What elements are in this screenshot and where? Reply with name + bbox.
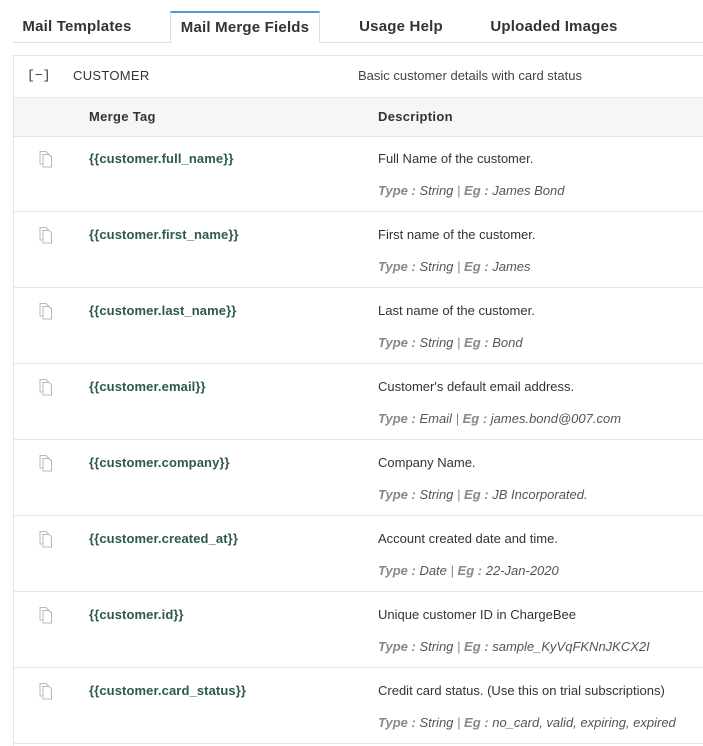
merge-tag[interactable]: {{customer.email}} (89, 379, 206, 394)
type-label: Type : (378, 335, 416, 350)
field-type-example (378, 639, 650, 654)
field-example: sample_KyVqFKNnJKCX2I (492, 639, 650, 654)
copy-icon[interactable] (35, 529, 55, 549)
tab-mail-merge-fields[interactable]: Mail Merge Fields (170, 11, 320, 43)
separator: | (457, 715, 461, 730)
table-row (14, 288, 703, 364)
field-example: no_card, valid, expiring, expired (492, 715, 676, 730)
collapse-toggle[interactable]: [−] (27, 68, 51, 83)
example-label: Eg : (464, 335, 489, 350)
copy-icon[interactable] (35, 681, 55, 701)
table-row (14, 440, 703, 516)
tab-mail-templates[interactable]: Mail Templates (22, 18, 132, 35)
example-label: Eg : (464, 487, 489, 502)
copy-icon[interactable] (35, 377, 55, 397)
field-description: Full Name of the customer. (378, 151, 534, 166)
type-label: Type : (378, 563, 416, 578)
field-example: Bond (492, 335, 523, 350)
tab-bar (0, 0, 703, 43)
merge-tag[interactable]: {{customer.company}} (89, 455, 230, 470)
table-row (14, 592, 703, 668)
example-label: Eg : (464, 639, 489, 654)
separator: | (457, 639, 461, 654)
field-description: Credit card status. (Use this on trial subscriptions) (378, 683, 665, 698)
field-type: String (419, 183, 454, 198)
separator: | (457, 183, 461, 198)
field-example: james.bond@007.com (490, 411, 622, 426)
field-example: James (492, 259, 531, 274)
type-label: Type : (378, 259, 416, 274)
merge-tag[interactable]: {{customer.full_name}} (89, 151, 234, 166)
field-description: Unique customer ID in ChargeBee (378, 607, 576, 622)
field-description: Company Name. (378, 455, 476, 470)
field-type: String (419, 335, 454, 350)
field-type-example (378, 487, 588, 502)
example-label: Eg : (464, 259, 489, 274)
customer-section-header (14, 56, 703, 97)
field-type: String (419, 259, 454, 274)
merge-tag[interactable]: {{customer.last_name}} (89, 303, 237, 318)
field-type: String (419, 715, 454, 730)
column-header-merge-tag: Merge Tag (89, 109, 156, 124)
copy-icon[interactable] (35, 149, 55, 169)
separator: | (450, 563, 454, 578)
merge-tag[interactable]: {{customer.id}} (89, 607, 184, 622)
field-example: JB Incorporated. (492, 487, 588, 502)
table-row (14, 364, 703, 440)
example-label: Eg : (464, 183, 489, 198)
field-type: Email (419, 411, 452, 426)
separator: | (455, 411, 459, 426)
table-row (14, 136, 703, 212)
section-title: CUSTOMER (73, 68, 150, 83)
tab-usage-help[interactable]: Usage Help (359, 18, 443, 35)
field-description: Customer's default email address. (378, 379, 575, 394)
type-label: Type : (378, 639, 416, 654)
merge-tag[interactable]: {{customer.card_status}} (89, 683, 247, 698)
table-header (14, 97, 703, 137)
type-label: Type : (378, 487, 416, 502)
separator: | (457, 259, 461, 274)
type-label: Type : (378, 183, 416, 198)
field-description: First name of the customer. (378, 227, 536, 242)
section-description: Basic customer details with card status (358, 68, 582, 83)
copy-icon[interactable] (35, 453, 55, 473)
merge-tag[interactable]: {{customer.first_name}} (89, 227, 239, 242)
field-example: 22-Jan-2020 (485, 563, 559, 578)
field-type-example (378, 335, 523, 350)
type-label: Type : (378, 715, 416, 730)
column-header-description: Description (378, 109, 453, 124)
field-type-example (378, 715, 676, 730)
type-label: Type : (378, 411, 416, 426)
copy-icon[interactable] (35, 301, 55, 321)
merge-tag[interactable]: {{customer.created_at}} (89, 531, 238, 546)
example-label: Eg : (457, 563, 483, 578)
field-type-example (378, 259, 531, 274)
field-type-example (378, 563, 559, 578)
tab-bar-underline (13, 42, 703, 43)
tab-uploaded-images[interactable]: Uploaded Images (490, 18, 618, 35)
merge-field-list (14, 136, 703, 744)
field-description: Account created date and time. (378, 531, 558, 546)
example-label: Eg : (464, 715, 489, 730)
merge-fields-panel (13, 55, 703, 746)
field-example: James Bond (492, 183, 565, 198)
separator: | (457, 335, 461, 350)
copy-icon[interactable] (35, 225, 55, 245)
table-row (14, 212, 703, 288)
field-type-example (378, 183, 565, 198)
field-type-example (378, 411, 621, 426)
field-type: String (419, 487, 454, 502)
table-row (14, 516, 703, 592)
separator: | (457, 487, 461, 502)
table-row (14, 668, 703, 744)
example-label: Eg : (462, 411, 488, 426)
field-type: String (419, 639, 454, 654)
field-description: Last name of the customer. (378, 303, 535, 318)
copy-icon[interactable] (35, 605, 55, 625)
field-type: Date (419, 563, 447, 578)
